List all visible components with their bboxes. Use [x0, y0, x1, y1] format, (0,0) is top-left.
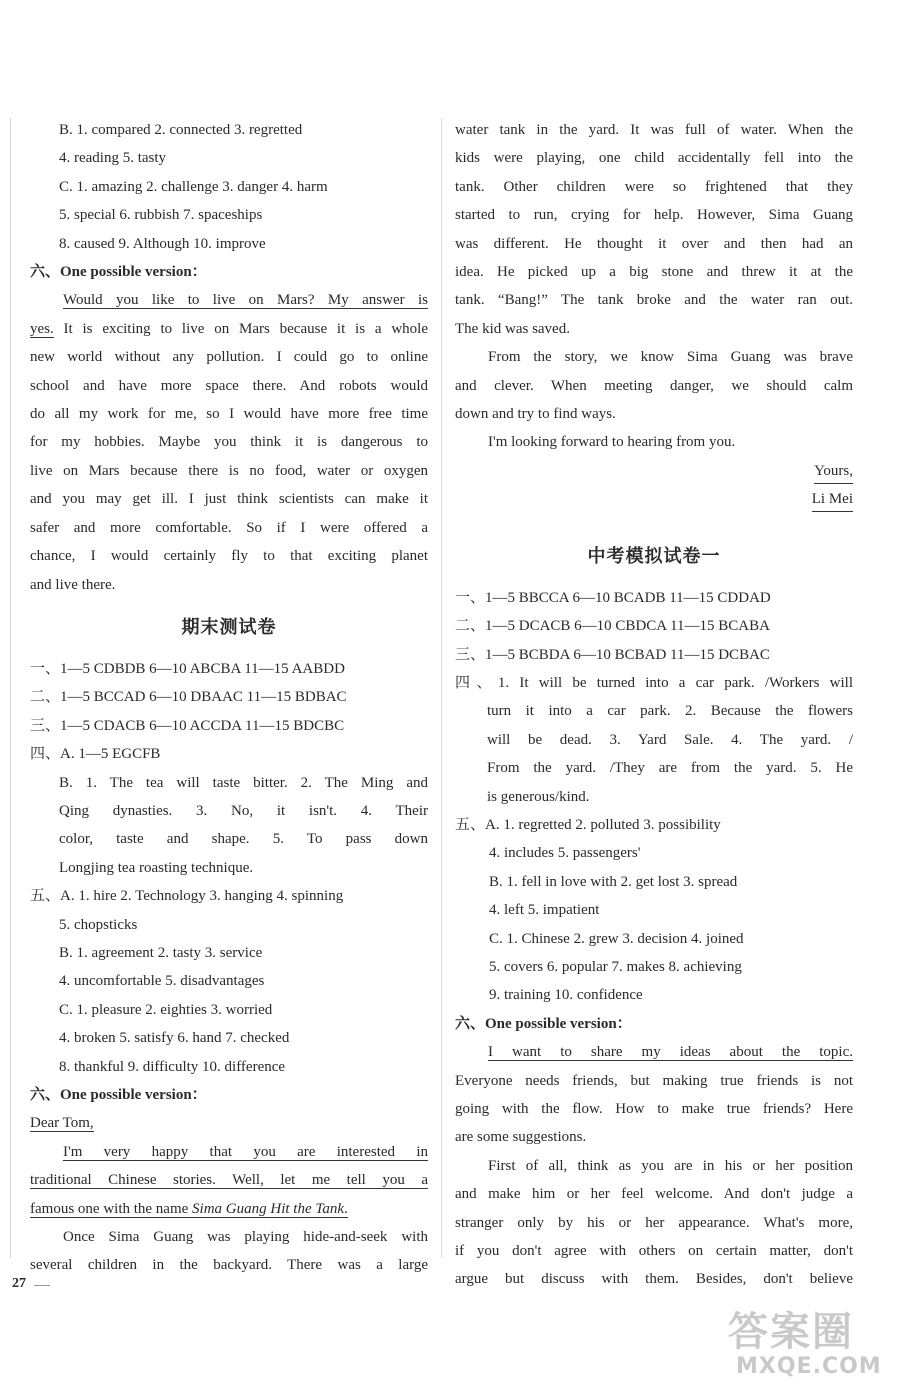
section-title-final-exam: 期末测试卷 — [181, 616, 277, 637]
column-divider — [441, 118, 442, 1258]
answer-line: 4. uncomfortable 5. disadvantages — [59, 973, 265, 990]
letter-line: several children in the backyard. There was a large — [30, 1257, 428, 1274]
answer-line: 一、1—5 BBCCA 6—10 BCADB 11—15 CDDAD — [455, 589, 771, 606]
essay-line: live on Mars because there is no food, water or oxygen — [30, 462, 428, 479]
answer-line: color, taste and shape. 5. To pass down — [59, 831, 428, 848]
letter-line: kids were playing, one child accidentally fell into the — [455, 150, 853, 167]
watermark-logo — [728, 1300, 898, 1388]
letter-closing: Yours, — [814, 459, 853, 484]
answer-line: 四、A. 1—5 EGCFB — [30, 746, 161, 763]
watermark-text: 答案圈 — [728, 1309, 854, 1355]
letter-underlined-opening: famous one with the name Sima Guang Hit the Tank. — [30, 1200, 348, 1217]
answer-line: C. 1. Chinese 2. grew 3. decision 4. joined — [489, 930, 744, 947]
letter-salutation: Dear Tom, — [30, 1115, 94, 1132]
page-number: 27 — [12, 1276, 26, 1291]
section-heading: 六、One possible version： — [30, 264, 207, 281]
letter-underlined-opening: traditional Chinese stories. Well, let me tell you a — [30, 1172, 428, 1189]
essay-mars — [30, 286, 428, 598]
page-number-dash — [34, 1285, 50, 1286]
essay-line: are some suggestions. — [455, 1129, 587, 1146]
answer-line: is generous/kind. — [487, 788, 590, 805]
essay-line: First of all, think as you are in his or her position — [488, 1157, 853, 1174]
answer-line: 4. includes 5. passengers' — [489, 845, 641, 862]
answer-line: 5. chopsticks — [59, 916, 138, 933]
answer-line: 9. training 10. confidence — [489, 987, 643, 1004]
essay-line: Everyone needs friends, but making true friends is not — [455, 1072, 853, 1089]
letter-line: was different. He thought it over and then had an — [455, 235, 853, 252]
answer-line: Longjing tea roasting technique. — [59, 859, 254, 876]
answer-line: turn it into a car park. 2. Because the flowers — [487, 703, 853, 720]
answer-line: B. 1. compared 2. connected 3. regretted — [59, 122, 303, 138]
letter-line: and clever. When meeting danger, we should calm — [455, 377, 853, 394]
section-heading: 六、One possible version： — [455, 1015, 632, 1032]
answer-line: 4. reading 5. tasty — [59, 150, 167, 167]
answer-line: 4. left 5. impatient — [489, 902, 600, 919]
letter-line: I'm looking forward to hearing from you. — [488, 434, 736, 451]
letter-line: tank. Other children were so frightened that they — [455, 178, 853, 195]
letter-line: water tank in the yard. It was full of water. When the — [455, 122, 853, 138]
letter-line: The kid was saved. — [455, 320, 570, 337]
answer-line: Qing dynasties. 3. No, it isn't. 4. Their — [59, 802, 428, 819]
essay-line: chance, I would certainly fly to that exciting planet — [30, 548, 428, 565]
answer-line: 三、1—5 CDACB 6—10 ACCDA 11—15 BDCBC — [30, 717, 345, 734]
letter-signature: Li Mei — [812, 487, 853, 512]
answer-line: From the yard. /They are from the yard. 5. He — [487, 760, 853, 777]
letter-line: idea. He picked up a big stone and threw it at the — [455, 264, 853, 281]
section-title-mock-exam: 中考模拟试卷一 — [587, 545, 721, 566]
answer-line: 5. special 6. rubbish 7. spaceships — [59, 207, 263, 224]
letter-line: down and try to find ways. — [455, 406, 616, 423]
answer-line: C. 1. pleasure 2. eighties 3. worried — [59, 1001, 273, 1018]
answer-line: C. 1. amazing 2. challenge 3. danger 4. harm — [59, 178, 328, 195]
essay-underlined-opening: yes. — [30, 320, 54, 337]
left-column — [30, 116, 428, 1280]
answer-line: 二、1—5 BCCAD 6—10 DBAAC 11—15 BDBAC — [30, 689, 347, 706]
right-column — [455, 116, 853, 1294]
letter — [30, 1109, 428, 1279]
essay-line: new world without any pollution. I could go to online — [30, 349, 428, 366]
essay-line: and live there. — [30, 576, 116, 593]
answer-line: 三、1—5 BCBDA 6—10 BCBAD 11—15 DCBAC — [455, 646, 770, 663]
letter-underlined-opening: I'm very happy that you are interested in — [63, 1143, 428, 1160]
essay-line: safer and more comfortable. So if I were offered a — [30, 519, 428, 536]
essay-text: It is exciting to live on Mars because it is a whole — [53, 320, 428, 337]
answer-line: B. 1. fell in love with 2. get lost 3. spread — [489, 873, 738, 890]
answer-line: B. 1. agreement 2. tasty 3. service — [59, 944, 263, 961]
letter-line: From the story, we know Sima Guang was brave — [488, 349, 853, 366]
story-title: Sima Guang Hit the Tank — [192, 1200, 344, 1217]
section-heading: 六、One possible version： — [30, 1087, 207, 1103]
left-margin-rule — [10, 118, 11, 1258]
answer-line: 一、1—5 CDBDB 6—10 ABCBA 11—15 AABDD — [30, 660, 345, 677]
letter-line: Once Sima Guang was playing hide-and-seek with — [63, 1229, 428, 1246]
answer-line: 8. caused 9. Although 10. improve — [59, 235, 266, 252]
essay-line: argue but discuss with them. Besides, don't believe — [455, 1271, 853, 1288]
essay-line: going with the flow. How to make true friends? Here — [455, 1101, 853, 1117]
essay-line: for my hobbies. Maybe you think it is dangerous to — [30, 434, 428, 451]
essay-line: school and have more space there. And robots would — [30, 377, 428, 394]
essay-line: stranger only by his or her appearance. What's more, — [455, 1214, 853, 1231]
essay-line: and make him or her feel welcome. And don't judge a — [455, 1186, 853, 1203]
letter-line: tank. “Bang!” The tank broke and the water ran out. — [455, 292, 853, 309]
answer-line: will be dead. 3. Yard Sale. 4. The yard. / — [487, 731, 853, 748]
watermark-url: MXQE.COM — [736, 1354, 882, 1379]
answer-line: 二、1—5 DCACB 6—10 CBDCA 11—15 BCABA — [455, 618, 770, 635]
essay-line: if you don't agree with others on certain matter, don't — [455, 1243, 853, 1260]
letter-line: started to run, crying for help. However, Sima Guang — [455, 207, 853, 224]
essay-underlined-opening: I want to share my ideas about the topic. — [488, 1044, 853, 1061]
answer-line: 5. covers 6. popular 7. makes 8. achieving — [489, 958, 742, 975]
essay-line: and you may get ill. I just think scientists can make it — [30, 491, 428, 508]
essay-line: do all my work for me, so I would have more free time — [30, 406, 428, 423]
answer-line: 五、A. 1. regretted 2. polluted 3. possibility — [455, 816, 721, 833]
answer-line: 8. thankful 9. difficulty 10. difference — [59, 1058, 286, 1075]
essay-underlined-opening: Would you like to live on Mars? My answer is — [63, 292, 428, 309]
essay-friends — [455, 1038, 853, 1294]
answer-line: 五、A. 1. hire 2. Technology 3. hanging 4. spinning — [30, 888, 344, 905]
letter-continued — [455, 116, 853, 514]
answer-line: 四、1. It will be turned into a car park. /Workers will — [455, 674, 853, 691]
answer-line: 4. broken 5. satisfy 6. hand 7. checked — [59, 1030, 290, 1047]
answer-line: B. 1. The tea will taste bitter. 2. The Ming and — [59, 774, 428, 791]
